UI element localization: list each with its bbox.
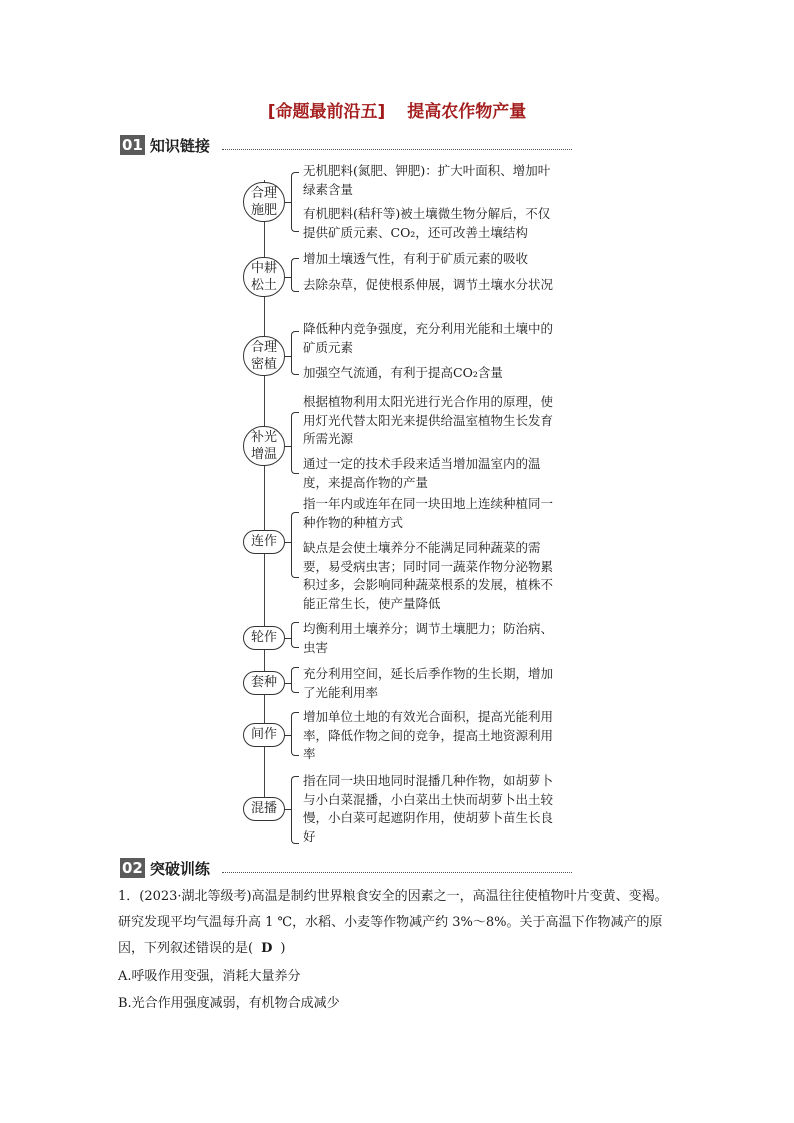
question-stem	[118, 884, 678, 962]
brace	[291, 667, 299, 693]
node-label: 密植	[250, 357, 277, 372]
node-label: 套种	[250, 675, 277, 690]
section-header-knowledge	[120, 134, 210, 156]
item-text: 增加土壤透气性，有利于矿质元素的吸收	[303, 251, 529, 266]
node-rotation	[243, 626, 285, 650]
title-main: 提高农作物产量	[407, 102, 527, 122]
section-header-training	[120, 857, 210, 879]
node-tillage	[243, 257, 285, 297]
node-label: 轮作	[250, 630, 277, 645]
item-text: 指在同一块田地同时混播几种作物，如胡萝卜与小白菜混播，小白菜出土快而胡萝卜出土较慢，小白菜可起遮阴作用，使胡萝卜苗生长良好	[303, 773, 554, 844]
page-title	[0, 97, 794, 122]
title-prefix: [命题最前沿五]	[267, 102, 386, 122]
brace	[291, 172, 299, 232]
node-label: 松土	[250, 278, 277, 293]
brace	[291, 331, 299, 375]
item-text: 充分利用空间，延长后季作物的生长期，增加了光能利用率	[303, 666, 554, 700]
item-text: 缺点是会使土壤养分不能满足同种蔬菜的需要，易受病虫害；同时同一蔬菜作物分泌物累积过多，会影响同种蔬菜根系的发展，植株不能正常生长，使产量降低	[303, 540, 554, 611]
brace	[291, 512, 299, 578]
brace	[291, 258, 299, 292]
node-label: 中耕	[250, 261, 277, 276]
node-dense-planting	[243, 336, 285, 376]
item-text: 指一年内或连年在同一块田地上连续种植同一种作物的种植方式	[303, 496, 554, 530]
node-label: 施肥	[250, 203, 277, 218]
brace	[291, 412, 299, 474]
item-text: 降低种内竞争强度，充分利用光能和土壤中的矿质元素	[303, 321, 554, 355]
item-text: 去除杂草，促使根系伸展，调节土壤水分状况	[303, 277, 554, 292]
section-divider	[222, 872, 572, 873]
question-paren: )	[280, 941, 286, 956]
item-text: 有机肥料(秸秆等)被土壤微生物分解后，不仅提供矿质元素、CO₂，还可改善土壤结构	[303, 206, 551, 240]
question-text: 1．(2023·湖北等级考)高温是制约世界粮食安全的因素之一，高温往往使植物叶片变黄、变褐。研究发现平均气温每升高 1 ℃，水稻、小麦等作物减产约 3%～8%。关于高温下作物减产的原因，下列叙述错误的是(	[118, 889, 668, 956]
node-fertilize	[243, 182, 285, 222]
node-continuous-cropping	[243, 530, 285, 554]
item-text: 均衡利用土壤养分；调节土壤肥力；防治病、虫害	[303, 621, 554, 655]
node-label: 增温	[250, 447, 277, 462]
section-number: 02	[122, 859, 143, 877]
section-number: 01	[122, 136, 143, 154]
node-label: 混播	[250, 801, 277, 816]
node-label: 补光	[250, 430, 277, 445]
node-intercropping	[243, 723, 285, 747]
section-label: 突破训练	[149, 859, 210, 878]
option-a: A.呼吸作用变强，消耗大量养分	[118, 969, 301, 984]
node-label: 间作	[250, 727, 277, 742]
node-label: 合理	[250, 186, 277, 201]
item-text: 通过一定的技术手段来适当增加温室内的温度，来提高作物的产量	[303, 456, 541, 490]
section-label: 知识链接	[149, 136, 210, 155]
node-light-heat	[243, 426, 285, 466]
section-divider	[222, 149, 572, 150]
brace	[291, 776, 299, 844]
item-text: 无机肥料(氮肥、钾肥)：扩大叶面积、增加叶绿素含量	[303, 163, 551, 197]
node-relay-planting	[243, 671, 285, 695]
brace	[291, 712, 299, 756]
question-answer: D	[261, 941, 273, 956]
node-mixed-sowing	[243, 797, 285, 821]
item-text: 增加单位土地的有效光合面积，提高光能利用率，降低作物之间的竞争，提高土地资源利用率	[303, 709, 554, 761]
item-text: 根据植物利用太阳光进行光合作用的原理，使用灯光代替太阳光来提供给温室植物生长发育所需光源	[303, 394, 554, 446]
node-label: 连作	[250, 534, 277, 549]
option-b: B.光合作用强度减弱，有机物合成减少	[118, 996, 340, 1011]
node-label: 合理	[250, 340, 277, 355]
item-text: 加强空气流通，有利于提高CO₂含量	[303, 365, 503, 380]
brace	[291, 622, 299, 648]
